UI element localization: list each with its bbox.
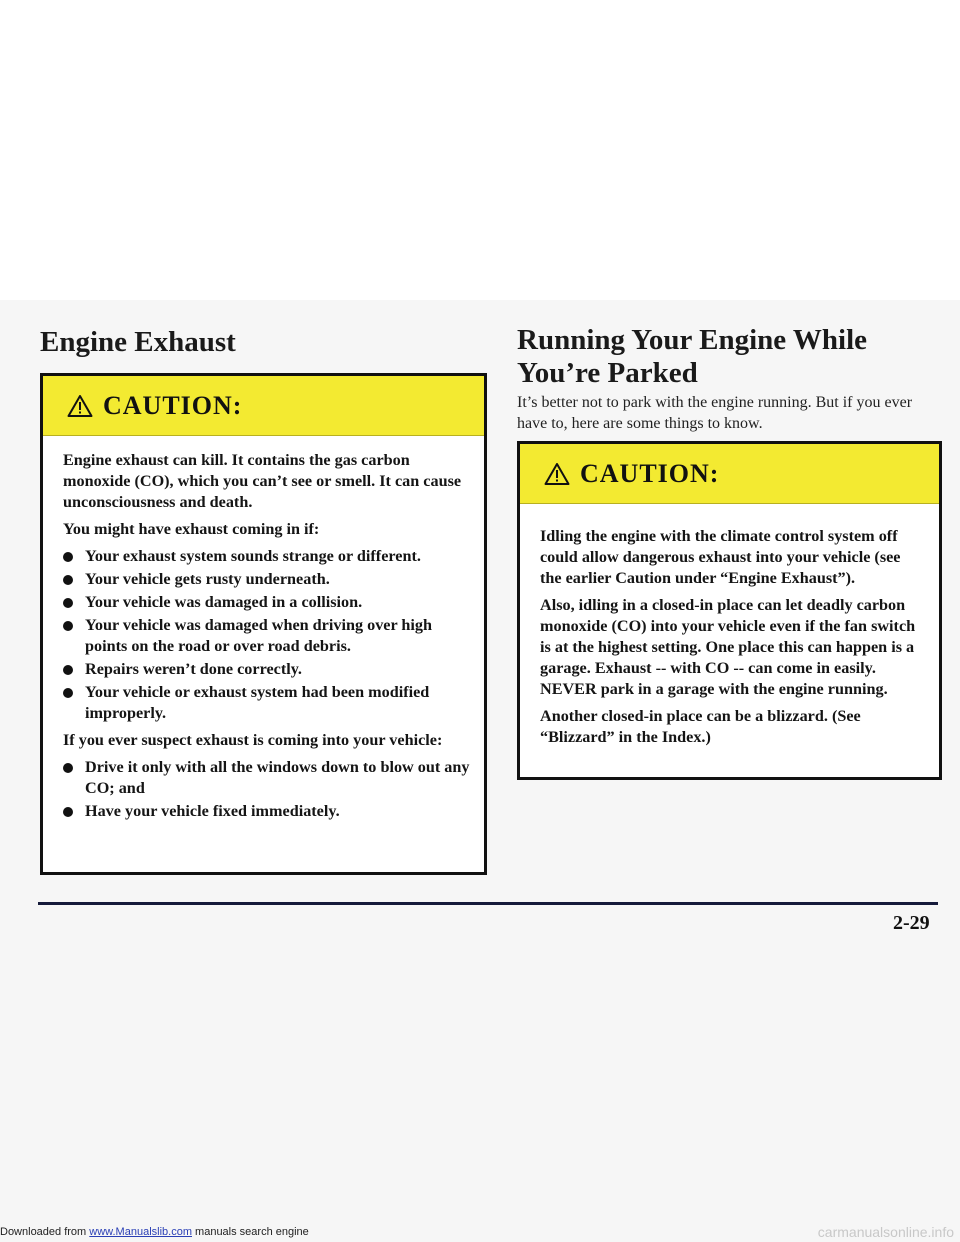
list-item-text: Your vehicle was damaged when driving over high points on the road or over road debris. (85, 616, 433, 655)
bullet-icon (63, 807, 73, 817)
list-item (63, 801, 470, 822)
list-item (63, 615, 470, 657)
list-item (63, 682, 470, 724)
list-item (63, 757, 470, 799)
bullet-icon (63, 598, 73, 608)
top-blank-area (0, 0, 960, 300)
bullet-icon (63, 763, 73, 773)
download-footer (0, 1226, 309, 1238)
caution-paragraph: Another closed-in place can be a blizzard. (See “Blizzard” in the Index.) (540, 707, 861, 746)
bullet-icon (63, 621, 73, 631)
caution-body (63, 450, 470, 828)
list-item-text: Your exhaust system sounds strange or different. (85, 547, 421, 565)
bullet-icon (63, 575, 73, 585)
page-number: 2-29 (893, 912, 930, 934)
list-item-text: Your vehicle gets rusty underneath. (85, 570, 330, 588)
bullet-list (63, 546, 470, 724)
caution-body (540, 526, 925, 754)
list-item-text: Your vehicle was damaged in a collision. (85, 593, 363, 611)
watermark-text: carmanualsonline.info (817, 1224, 954, 1240)
list-item (63, 592, 470, 613)
caution-paragraph: Also, idling in a closed-in place can let deadly carbon monoxide (CO) into your vehicle even if the fan switch is at the highest setting. One place this can happen is a garage. Exhaust -- with CO -- can come in easily. NEVER park in a garage with the engine running. (540, 596, 916, 698)
list-item-text: Have your vehicle fixed immediately. (85, 802, 340, 820)
footer-rule (38, 902, 938, 905)
caution-label: CAUTION: (580, 458, 720, 488)
list-item (63, 546, 470, 567)
warning-triangle-icon (544, 462, 570, 486)
caution-paragraph: If you ever suspect exhaust is coming into your vehicle: (63, 731, 443, 749)
list-item-text: Your vehicle or exhaust system had been modified improperly. (85, 683, 430, 722)
list-item-text: Drive it only with all the windows down to blow out any CO; and (85, 758, 470, 797)
caution-header (43, 376, 484, 436)
bullet-icon (63, 688, 73, 698)
footer-suffix: manuals search engine (191, 1226, 309, 1238)
section-heading-engine-exhaust: Engine Exhaust (40, 326, 236, 358)
warning-triangle-icon (67, 394, 93, 418)
list-item-text: Repairs weren’t done correctly. (85, 660, 302, 678)
list-item (63, 569, 470, 590)
section-heading-running-engine-parked: Running Your Engine While You’re Parked (517, 324, 868, 389)
caution-paragraph: Engine exhaust can kill. It contains the gas carbon monoxide (CO), which you can’t see or smell. It can cause unconsciousness and death. (63, 451, 462, 511)
bullet-icon (63, 665, 73, 675)
caution-header (520, 444, 939, 504)
bullet-icon (63, 552, 73, 562)
footer-prefix: Downloaded from (0, 1226, 90, 1238)
bullet-list (63, 757, 470, 822)
caution-label: CAUTION: (103, 390, 243, 420)
caution-paragraph: You might have exhaust coming in if: (63, 520, 320, 538)
caution-box-idling (517, 441, 942, 780)
manualslib-link[interactable]: www.Manualslib.com (89, 1226, 192, 1238)
list-item (63, 659, 470, 680)
caution-paragraph: Idling the engine with the climate control system off could allow dangerous exhaust into your vehicle (see the earlier Caution under “Engine Exhaust”). (540, 527, 901, 587)
caution-box-engine-exhaust (40, 373, 487, 875)
intro-paragraph: It’s better not to park with the engine running. But if you ever have to, here are some things to know. (517, 394, 913, 432)
